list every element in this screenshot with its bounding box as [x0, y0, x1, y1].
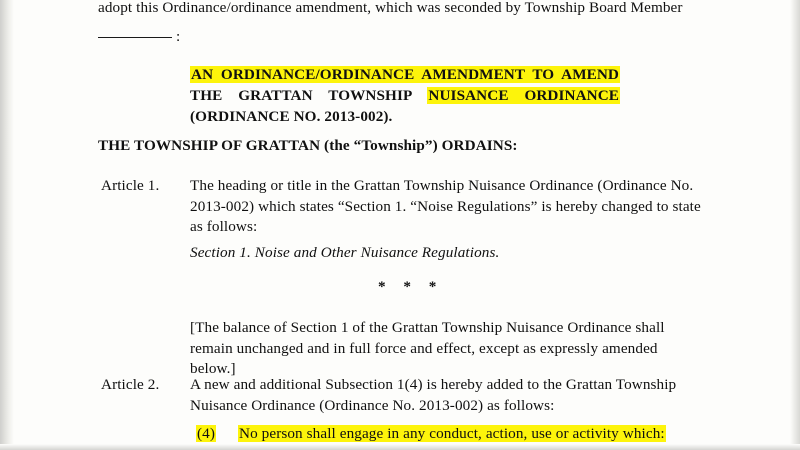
balance-note: [190, 318, 703, 380]
page-bottom-edge-shadow: [0, 444, 800, 450]
section-break-asterisks: * * *: [378, 278, 444, 295]
ordinance-title-line-2-plain: THE GRATTAN TOWNSHIP: [190, 87, 412, 104]
ordinance-title-line-1: [190, 64, 620, 85]
ordinance-title-block: [190, 64, 620, 127]
article-1-text: The heading or title in the Grattan Township Nuisance Ordinance (Ordinance No. 2013-002) which states “Section 1. “Noise Regulations” is hereby changed to state as follows:: [190, 177, 701, 235]
page-right-edge-shadow: [790, 0, 800, 450]
balance-note-text: [The balance of Section 1 of the Grattan Township Nuisance Ordinance shall remain unchanged and in full force and effect, except as expressly amended below.]: [190, 319, 665, 377]
article-1-label: Article 1.: [101, 177, 160, 194]
signature-blank-line: [98, 36, 172, 38]
ordinance-title-line-2-highlight: NUISANCE ORDINANCE: [428, 87, 620, 104]
ordinance-title-line-2: [190, 85, 620, 106]
ordains-clause: THE TOWNSHIP OF GRATTAN (the “Township”) ORDAINS:: [98, 137, 518, 154]
article-2-body: [190, 375, 695, 416]
subsection-4-text-content: No person shall engage in any conduct, action, use or activity which:: [239, 425, 665, 442]
article-1-body: [190, 176, 708, 238]
page-left-edge-shadow: [0, 0, 14, 450]
blank-line-colon: :: [176, 28, 181, 45]
quoted-section-heading: Section 1. Noise and Other Nuisance Regulations.: [190, 244, 500, 261]
subsection-4-number: [196, 424, 216, 444]
article-2-label: Article 2.: [101, 376, 160, 393]
continuation-paragraph: adopt this Ordinance/ordinance amendment, which was seconded by Township Board Member: [98, 0, 683, 16]
ordinance-number-line: (ORDINANCE NO. 2013-002).: [190, 108, 393, 125]
ordinance-title-line-1-text: AN ORDINANCE/ORDINANCE AMENDMENT TO AMEND: [191, 66, 619, 83]
article-2-text: A new and additional Subsection 1(4) is hereby added to the Grattan Township Nuisance Ordinance (Ordinance No. 2013-002) as follows:: [190, 376, 677, 414]
subsection-4-text: [238, 424, 666, 444]
subsection-4-number-text: (4): [197, 425, 216, 442]
